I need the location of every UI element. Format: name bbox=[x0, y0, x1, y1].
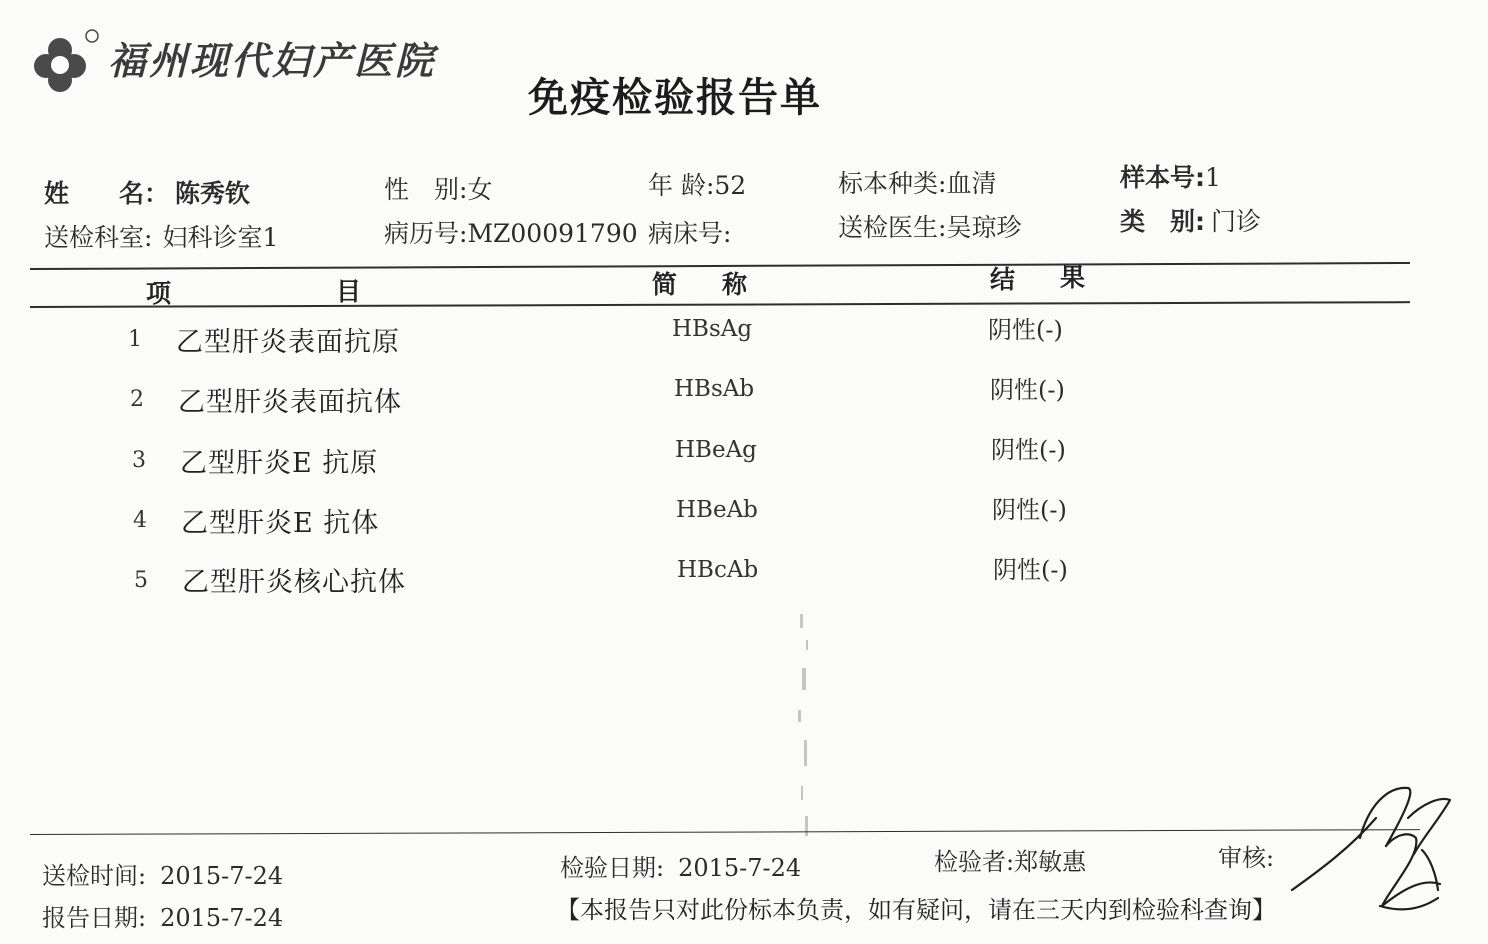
doctor-value: 吴琼珍 bbox=[946, 213, 1022, 242]
patient-name: 陈秀钦 bbox=[175, 179, 251, 208]
record-no-value: MZ00091790 bbox=[467, 219, 638, 248]
header-bottom-rule bbox=[30, 301, 1410, 308]
record-no-field bbox=[384, 214, 638, 250]
report-title: 免疫检验报告单 bbox=[528, 75, 822, 121]
gender-field bbox=[384, 170, 492, 206]
report-date-field bbox=[42, 898, 283, 933]
age-label: 年 龄: bbox=[648, 171, 715, 200]
row-abbr: HBeAb bbox=[676, 497, 758, 523]
reviewer-label: 审核: bbox=[1218, 844, 1275, 872]
row-abbr: HBcAb bbox=[677, 557, 759, 583]
sample-no-label: 样本号: bbox=[1120, 163, 1205, 192]
submit-time-field bbox=[42, 856, 283, 891]
column-header-abbr-a: 简 bbox=[652, 270, 678, 299]
sample-no-field bbox=[1120, 158, 1221, 194]
row-abbr: HBsAb bbox=[674, 376, 755, 402]
row-index: 3 bbox=[132, 448, 146, 473]
specimen-type-value: 血清 bbox=[946, 169, 997, 198]
row-abbr: HBsAg bbox=[672, 316, 753, 342]
column-header-abbr-b: 称 bbox=[722, 270, 748, 299]
footer-rule bbox=[30, 829, 1420, 835]
row-abbr: HBeAg bbox=[675, 437, 757, 463]
bed-no-label: 病床号: bbox=[648, 219, 732, 248]
gender-value: 女 bbox=[467, 175, 493, 204]
row-result: 阴性(-) bbox=[991, 436, 1066, 464]
column-header-result-b: 果 bbox=[1060, 263, 1086, 292]
report-date-value: 2015-7-24 bbox=[160, 904, 284, 932]
doctor-label: 送检医生: bbox=[838, 213, 947, 242]
row-index: 5 bbox=[134, 568, 148, 593]
row-result: 阴性(-) bbox=[993, 556, 1068, 584]
scan-smudge bbox=[792, 610, 822, 850]
tester-field bbox=[934, 842, 1086, 877]
tester-label: 检验者: bbox=[934, 848, 1015, 876]
specimen-type-label: 标本种类: bbox=[838, 169, 947, 198]
row-index: 2 bbox=[130, 387, 144, 412]
row-result: 阴性(-) bbox=[992, 496, 1067, 524]
record-no-label: 病历号: bbox=[384, 219, 468, 248]
department-label: 送检科室: bbox=[44, 223, 153, 252]
bed-no-field bbox=[648, 214, 731, 250]
column-header-result-a: 结 bbox=[990, 265, 1016, 294]
category-field bbox=[1120, 202, 1261, 238]
department-value: 妇科诊室1 bbox=[162, 223, 279, 252]
age-field bbox=[648, 166, 746, 202]
header-top-rule bbox=[30, 262, 1410, 270]
report-notice: 【本报告只对此份标本负责，如有疑问，请在三天内到检验科查询】 bbox=[556, 896, 1276, 924]
report-date-label: 报告日期: bbox=[42, 904, 147, 932]
submit-time-label: 送检时间: bbox=[42, 862, 147, 890]
department-field bbox=[44, 218, 278, 254]
doctor-field bbox=[838, 208, 1021, 244]
test-date-field bbox=[560, 848, 801, 883]
age-value: 52 bbox=[714, 171, 747, 200]
category-label: 类 别: bbox=[1120, 207, 1205, 236]
hospital-logo-icon bbox=[30, 28, 100, 96]
row-index: 4 bbox=[133, 508, 147, 533]
row-item: 乙型肝炎表面抗原 bbox=[176, 327, 400, 358]
patient-name-label: 姓 名： bbox=[44, 179, 170, 208]
row-item: 乙型肝炎核心抗体 bbox=[182, 567, 406, 598]
row-item: 乙型肝炎E 抗体 bbox=[181, 508, 380, 539]
test-date-value: 2015-7-24 bbox=[678, 854, 802, 882]
category-value: 门诊 bbox=[1211, 207, 1262, 236]
row-item: 乙型肝炎E 抗原 bbox=[180, 448, 379, 479]
reviewer-signature bbox=[1290, 778, 1470, 928]
row-result: 阴性(-) bbox=[990, 376, 1065, 404]
hospital-name: 福州现代妇产医院 bbox=[108, 39, 437, 83]
patient-name-field bbox=[44, 174, 250, 210]
column-header-item-b: 目 bbox=[336, 277, 362, 306]
row-result: 阴性(-) bbox=[988, 316, 1063, 344]
sample-no-value: 1 bbox=[1205, 163, 1221, 192]
submit-time-value: 2015-7-24 bbox=[160, 862, 284, 890]
test-date-label: 检验日期: bbox=[560, 854, 665, 882]
specimen-type-field bbox=[838, 164, 996, 200]
row-index: 1 bbox=[128, 327, 142, 352]
tester-value: 郑敏惠 bbox=[1014, 848, 1087, 876]
row-item: 乙型肝炎表面抗体 bbox=[178, 387, 402, 418]
gender-label: 性 别: bbox=[384, 175, 468, 204]
column-header-item-a: 项 bbox=[146, 279, 172, 308]
